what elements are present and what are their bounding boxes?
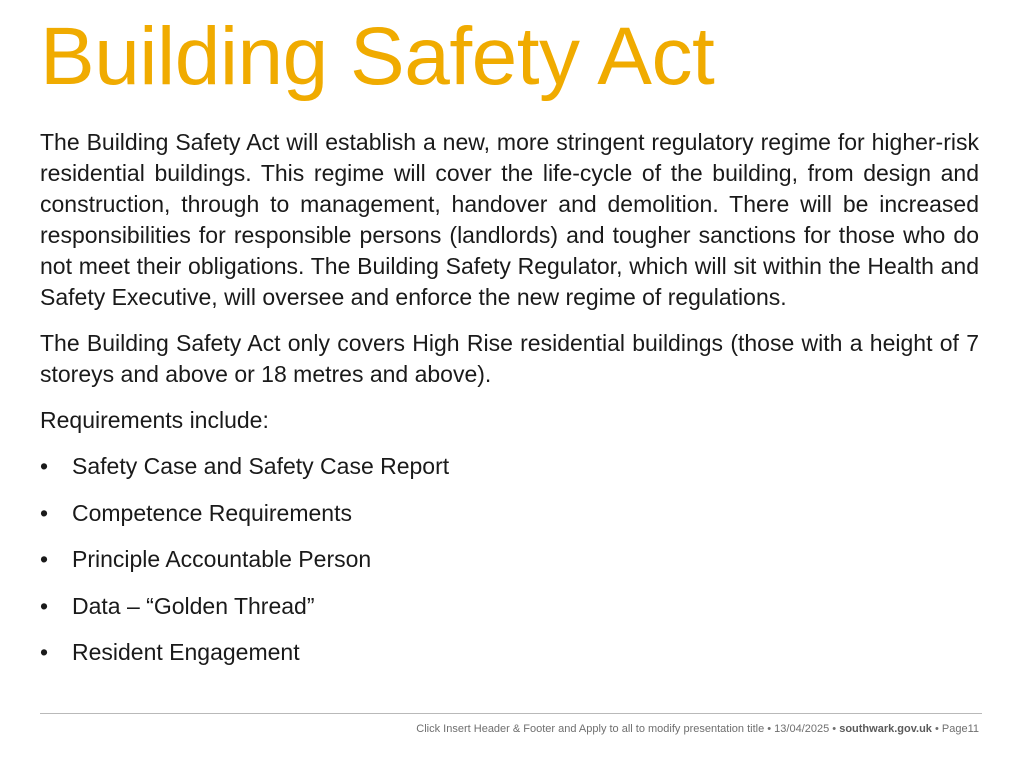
- footer-site: southwark.gov.uk: [839, 723, 932, 735]
- bullet-icon: •: [40, 639, 49, 665]
- intro-paragraph: The Building Safety Act will establish a new, more stringent regulatory regime for higher-risk residential buildings. This regime will cover the life-cycle of the building, from design and construction, through to management, handover and demolition. There will be increased responsibilities for responsible persons (landlords) and tougher sanctions for those who do not meet their obligations. The Building Safety Regulator, which will sit within the Health and Safety Executive, will oversee and enforce the new regime of regulations.: [40, 129, 979, 310]
- footer-separator: •: [764, 723, 775, 735]
- requirements-list: [40, 451, 979, 668]
- list-item: [40, 637, 979, 668]
- footer-page-label: Page: [941, 723, 968, 735]
- footer-presentation-title: Click Insert Header & Footer and Apply to all to modify presentation title: [416, 723, 765, 735]
- slide-title: Building Safety Act: [40, 11, 715, 102]
- footer-date: 13/04/2025: [774, 723, 830, 735]
- footer-divider: [40, 713, 982, 714]
- slide-body: [40, 127, 979, 684]
- requirements-heading: Requirements include:: [40, 407, 269, 433]
- footer-page-number: 11: [967, 723, 979, 735]
- scope-paragraph: The Building Safety Act only covers High Rise residential buildings (those with a height of 7 storeys and above or 18 metres and above).: [40, 330, 979, 387]
- list-item: [40, 544, 979, 575]
- slide-footer: [416, 723, 979, 735]
- requirement-label: Competence Requirements: [72, 499, 352, 526]
- bullet-icon: •: [40, 546, 49, 572]
- bullet-icon: •: [40, 453, 49, 479]
- footer-separator: •: [829, 723, 840, 735]
- requirement-label: Data – “Golden Thread”: [72, 592, 315, 619]
- requirement-label: Principle Accountable Person: [72, 546, 372, 572]
- bullet-icon: •: [40, 592, 49, 619]
- list-item: [40, 591, 979, 622]
- bullet-icon: •: [40, 499, 49, 526]
- list-item: [40, 451, 979, 482]
- requirement-label: Resident Engagement: [72, 639, 300, 665]
- list-item: [40, 498, 979, 529]
- footer-separator: •: [931, 723, 942, 735]
- requirement-label: Safety Case and Safety Case Report: [72, 453, 450, 479]
